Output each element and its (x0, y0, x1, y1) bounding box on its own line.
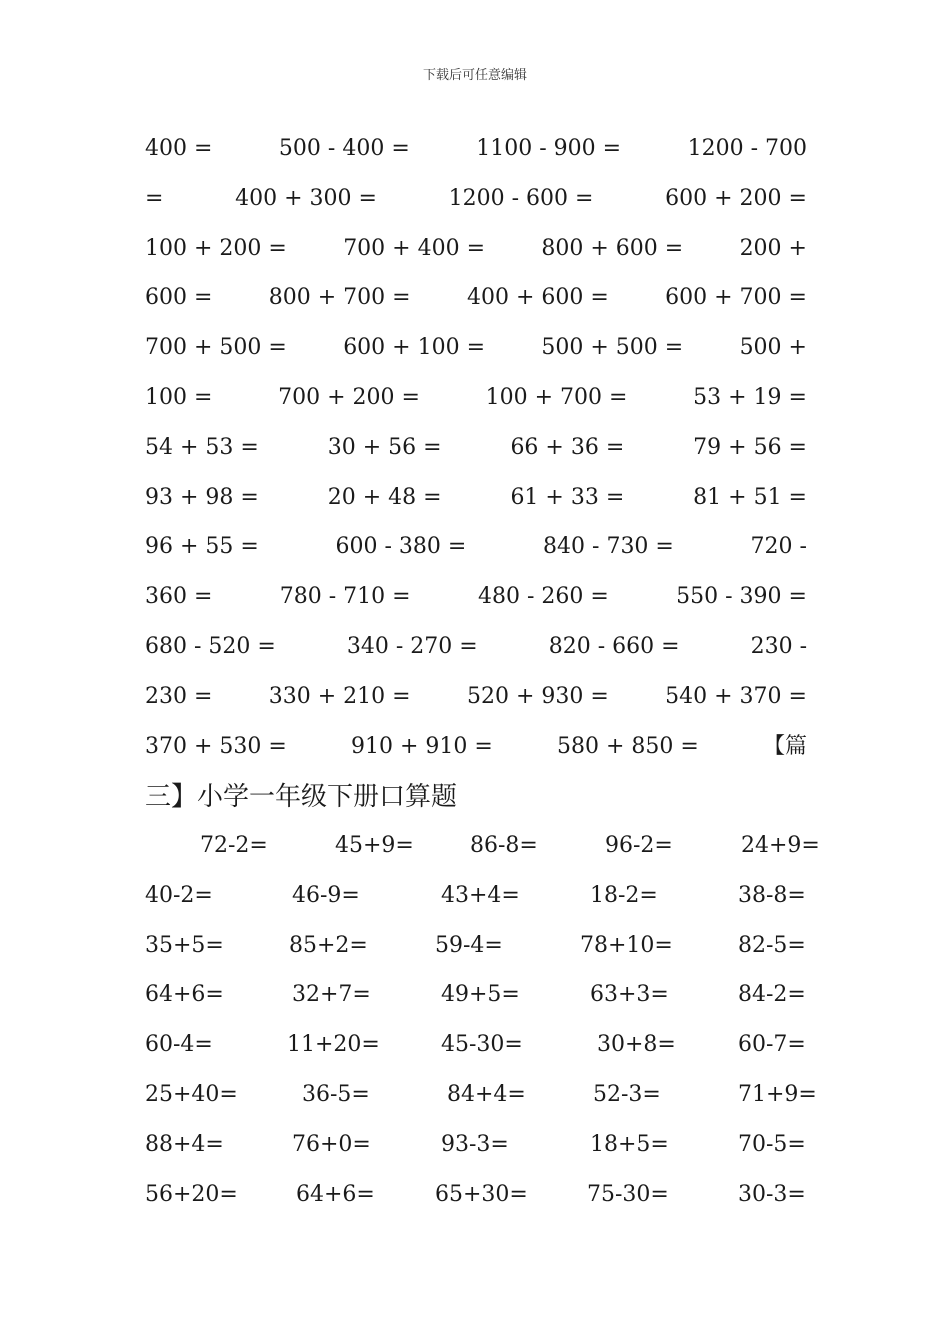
expression-cell: 82-5= (738, 933, 806, 958)
expression-cell: 100 = (145, 385, 213, 410)
expression-cell: 780 - 710 = (279, 584, 411, 609)
expression-cell: 64+6= (145, 982, 224, 1007)
page-header: 下载后可任意编辑 (422, 68, 527, 83)
expression-cell: 24+9= (741, 833, 820, 858)
expression-cell: 700 + 500 = (145, 335, 287, 360)
expression-cell: 18-2= (590, 883, 658, 908)
expression-cell: 85+2= (289, 933, 368, 958)
expression-cell: 60-7= (738, 1032, 806, 1057)
expression-cell: 540 + 370 = (665, 684, 807, 709)
expression-cell: 46-9= (292, 883, 360, 908)
expression-cell: 96-2= (605, 833, 673, 858)
expression-cell: 45+9= (335, 833, 414, 858)
expression-cell: 54 + 53 = (145, 435, 259, 460)
expression-cell: 71+9= (738, 1082, 817, 1107)
expression-cell: 700 + 200 = (278, 385, 420, 410)
expression-cell: 910 + 910 = (350, 734, 493, 759)
expression-cell: 200 + (739, 236, 807, 261)
expression-cell: 81 + 51 = (693, 485, 807, 510)
expression-cell: 56+20= (145, 1182, 238, 1207)
expression-cell: 230 = (145, 684, 213, 709)
expression-cell: 75-30= (587, 1182, 669, 1207)
expression-cell: 38-8= (738, 883, 806, 908)
expression-row (145, 632, 807, 662)
expression-cell: 36-5= (302, 1082, 370, 1107)
expression-cell: 480 - 260 = (477, 584, 609, 609)
expression-row (145, 383, 807, 413)
expression-cell: 61 + 33 = (510, 485, 625, 510)
expression-row (145, 134, 807, 164)
expression-cell: 330 + 210 = (268, 684, 411, 709)
expression-cell: 53 + 19 = (693, 385, 807, 410)
expression-cell: 76+0= (292, 1132, 371, 1157)
expression-cell: 66 + 36 = (510, 435, 625, 460)
expression-cell: 84-2= (738, 982, 806, 1007)
expression-cell: 800 + 600 = (541, 236, 684, 261)
expression-cell: 30 + 56 = (327, 435, 442, 460)
expression-cell: 840 - 730 = (543, 534, 674, 559)
expression-cell: 1100 - 900 = (476, 136, 622, 161)
expression-cell: 52-3= (593, 1082, 661, 1107)
expression-cell: 600 + 100 = (343, 335, 486, 360)
expression-cell: 96 + 55 = (145, 534, 259, 559)
expression-cell: 820 - 660 = (548, 634, 680, 659)
expression-cell: 20 + 48 = (327, 485, 442, 510)
expression-cell: 580 + 850 = (556, 734, 699, 759)
expression-cell: 88+4= (145, 1132, 224, 1157)
expression-cell: 1200 - 600 = (448, 186, 594, 211)
expression-cell: 40-2= (145, 883, 213, 908)
expression-cell: 680 - 520 = (145, 634, 276, 659)
expression-cell: 63+3= (590, 982, 669, 1007)
expression-row (145, 682, 807, 712)
expression-row (145, 333, 807, 363)
expression-cell: 400 = (145, 136, 213, 161)
expression-cell: 79 + 56 = (693, 435, 807, 460)
expression-cell: 11+20= (287, 1032, 380, 1057)
expression-row (145, 283, 807, 313)
expression-cell: 360 = (145, 584, 213, 609)
expression-cell: 1200 - 700 (687, 136, 807, 161)
expression-cell: 340 - 270 = (346, 634, 478, 659)
expression-cell: 100 + 700 = (485, 385, 628, 410)
expression-cell: 93 + 98 = (145, 485, 259, 510)
expression-row (145, 184, 807, 214)
expression-row (145, 433, 807, 463)
expression-cell: 600 - 380 = (335, 534, 467, 559)
expression-cell: 700 + 400 = (343, 236, 486, 261)
expression-cell: 60-4= (145, 1032, 213, 1057)
expression-cell: 93-3= (441, 1132, 509, 1157)
expression-cell: 400 + 600 = (466, 285, 609, 310)
expression-cell: 35+5= (145, 933, 224, 958)
expression-cell: 65+30= (435, 1182, 528, 1207)
expression-cell: 43+4= (441, 883, 520, 908)
expression-cell: 720 - (750, 534, 807, 559)
expression-cell: 18+5= (590, 1132, 669, 1157)
expression-cell: 32+7= (292, 982, 371, 1007)
expression-cell: 72-2= (200, 833, 268, 858)
expression-cell: 70-5= (738, 1132, 806, 1157)
expression-cell: 【篇 (762, 734, 807, 759)
expression-cell: 550 - 390 = (676, 584, 807, 609)
expression-row (145, 582, 807, 612)
expression-row (145, 483, 807, 513)
expression-cell: 64+6= (296, 1182, 375, 1207)
expression-cell: 30-3= (738, 1182, 806, 1207)
expression-cell: = (145, 186, 164, 211)
expression-cell: 230 - (750, 634, 807, 659)
expression-cell: 600 + 700 = (665, 285, 807, 310)
expression-cell: 86-8= (470, 833, 538, 858)
expression-cell: 59-4= (435, 933, 503, 958)
expression-cell: 370 + 530 = (145, 734, 287, 759)
expression-cell: 400 + 300 = (235, 186, 377, 211)
expression-cell: 500 - 400 = (278, 136, 410, 161)
expression-cell: 100 + 200 = (145, 236, 287, 261)
expression-cell: 600 + 200 = (665, 186, 807, 211)
expression-cell: 25+40= (145, 1082, 238, 1107)
expression-cell: 49+5= (441, 982, 520, 1007)
expression-cell: 45-30= (441, 1032, 523, 1057)
expression-cell: 30+8= (597, 1032, 676, 1057)
expression-cell: 520 + 930 = (466, 684, 609, 709)
expression-cell: 84+4= (447, 1082, 526, 1107)
expression-cell: 500 + (739, 335, 807, 360)
expression-row (145, 532, 807, 562)
expression-cell: 600 = (145, 285, 213, 310)
section-title: 三】小学一年级下册口算题 (145, 782, 458, 812)
expression-cell: 500 + 500 = (541, 335, 684, 360)
expression-cell: 78+10= (580, 933, 673, 958)
expression-row (145, 732, 807, 762)
expression-row (145, 234, 807, 264)
expression-cell: 800 + 700 = (268, 285, 411, 310)
